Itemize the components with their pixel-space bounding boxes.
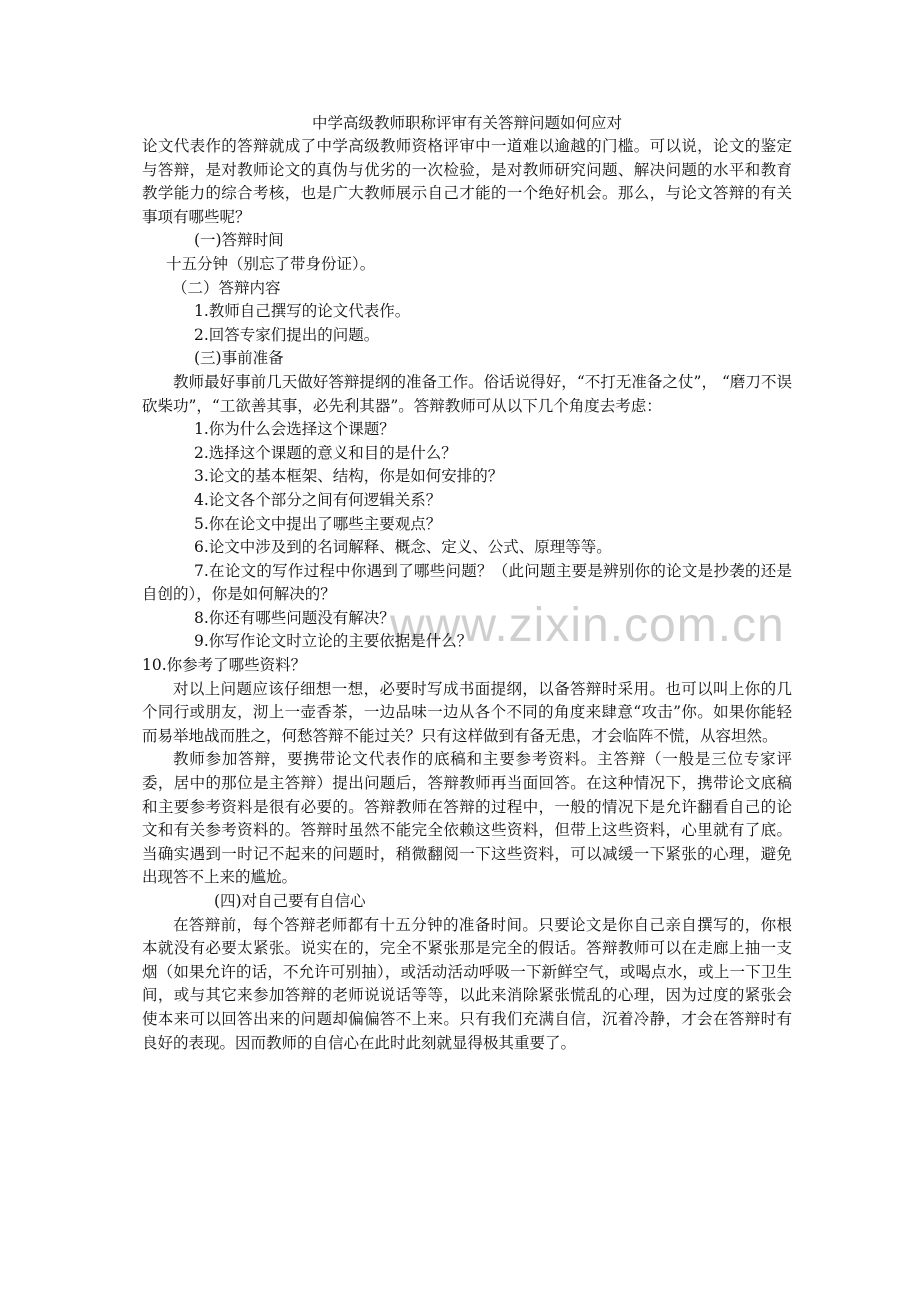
content-item: 2.回答专家们提出的问题。: [194, 325, 380, 344]
confidence-paragraph: 在答辩前，每个答辩老师都有十五分钟的准备时间。只要论文是你自己亲自撰写的，你根本就没有必要太紧张。说实在的，完全不紧张那是完全的假话。答辩教师可以在走廊上抽一支烟（如果允许的话，不允许可别抽），或活动活动呼吸一下新鲜空气，或喝点水，或上一下卫生间，或与其它来参加答辩的老师说说话等等，以此来消除紧张慌乱的心理，因为过度的紧张会使本来可以回答出来的问题却偏偏答不上来。只有我们充满自信，沉着冷静，才会在答辩时有良好的表现。因而教师的自信心在此时此刻就显得极其重要了。: [142, 915, 792, 1052]
section-heading-confidence: (四)对自己要有自信心: [214, 892, 366, 910]
question-item: 3.论文的基本框架、结构，你是如何安排的？: [194, 467, 504, 486]
question-item: 8.你还有哪些问题没有解决？: [194, 608, 395, 627]
watermark: www.zixin.com.cn: [390, 599, 785, 652]
intro-paragraph: 论文代表作的答辩就成了中学高级教师资格评审中一道难以逾越的门槛。可以说，论文的鉴定与答辩，是对教师论文的真伪与优劣的一次检验，是对教师研究问题、解决问题的水平和教育教学能力的综合考核，也是广大教师展示自己才能的一个绝好机会。那么，与论文答辩的有关事项有哪些呢？: [142, 137, 792, 226]
section-heading-time: (一)答辩时间: [194, 231, 284, 250]
materials-paragraph: 教师参加答辩，要携带论文代表作的底稿和主要参考资料。主答辩（一般是三位专家评委，居中的那位是主答辩）提出问题后，答辩教师再当面回答。在这种情况下，携带论文底稿和主要参考资料是很有必要的。答辩教师在答辩的过程中，一般的情况下是允许翻看自己的论文和有关参考资料的。答辩时虽然不能完全依赖这些资料，但带上这些资料，心里就有了底。当确实遇到一时记不起来的问题时，稍微翻阅一下这些资料，可以减缓一下紧张的心理，避免出现答不上来的尴尬。: [142, 750, 792, 887]
question-item: 6.论文中涉及到的名词解释、概念、定义、公式、原理等等。: [194, 538, 612, 557]
document-title: 中学高级教师职称评审有关答辩问题如何应对: [311, 114, 622, 132]
content-item: 1.教师自己撰写的论文代表作。: [194, 302, 411, 321]
question-item: 9.你写作论文时立论的主要依据是什么？: [194, 632, 473, 651]
document-body: [142, 112, 792, 1055]
preparation-intro: 教师最好事前几天做好答辩提纲的准备工作。俗话说得好，“不打无准备之仗”， “磨刀不误砍柴功”，“工欲善其事，必先利其器”。答辩教师可从以下几个角度去考虑：: [142, 372, 792, 415]
section-heading-preparation: (三)事前准备: [194, 349, 284, 368]
section-heading-content: （二）答辩内容: [172, 278, 281, 297]
question-item: 2.选择这个课题的意义和目的是什么？: [194, 443, 457, 462]
question-item: 5.你在论文中提出了哪些主要观点？: [194, 514, 442, 533]
question-item: 1.你为什么会选择这个课题？: [194, 420, 395, 439]
preparation-paragraph: 对以上问题应该仔细想一想，必要时写成书面提纲，以备答辩时采用。也可以叫上你的几个同行或朋友，沏上一壶香茶，一边品味一边从各个不同的角度来肆意“攻击”你。如果你能轻而易举地战而胜之，何愁答辩不能过关？只有这样做到有备无患，才会临阵不慌，从容坦然。: [142, 679, 792, 745]
question-item: 7.在论文的写作过程中你遇到了哪些问题？（此问题主要是辨别你的论文是抄袭的还是自创的），你是如何解决的？: [142, 561, 792, 604]
question-item: 4.论文各个部分之间有何逻辑关系？: [194, 490, 442, 509]
section-text-time: 十五分钟（别忘了带身份证）。: [166, 254, 376, 273]
question-item: 10.你参考了哪些资料？: [142, 656, 307, 675]
